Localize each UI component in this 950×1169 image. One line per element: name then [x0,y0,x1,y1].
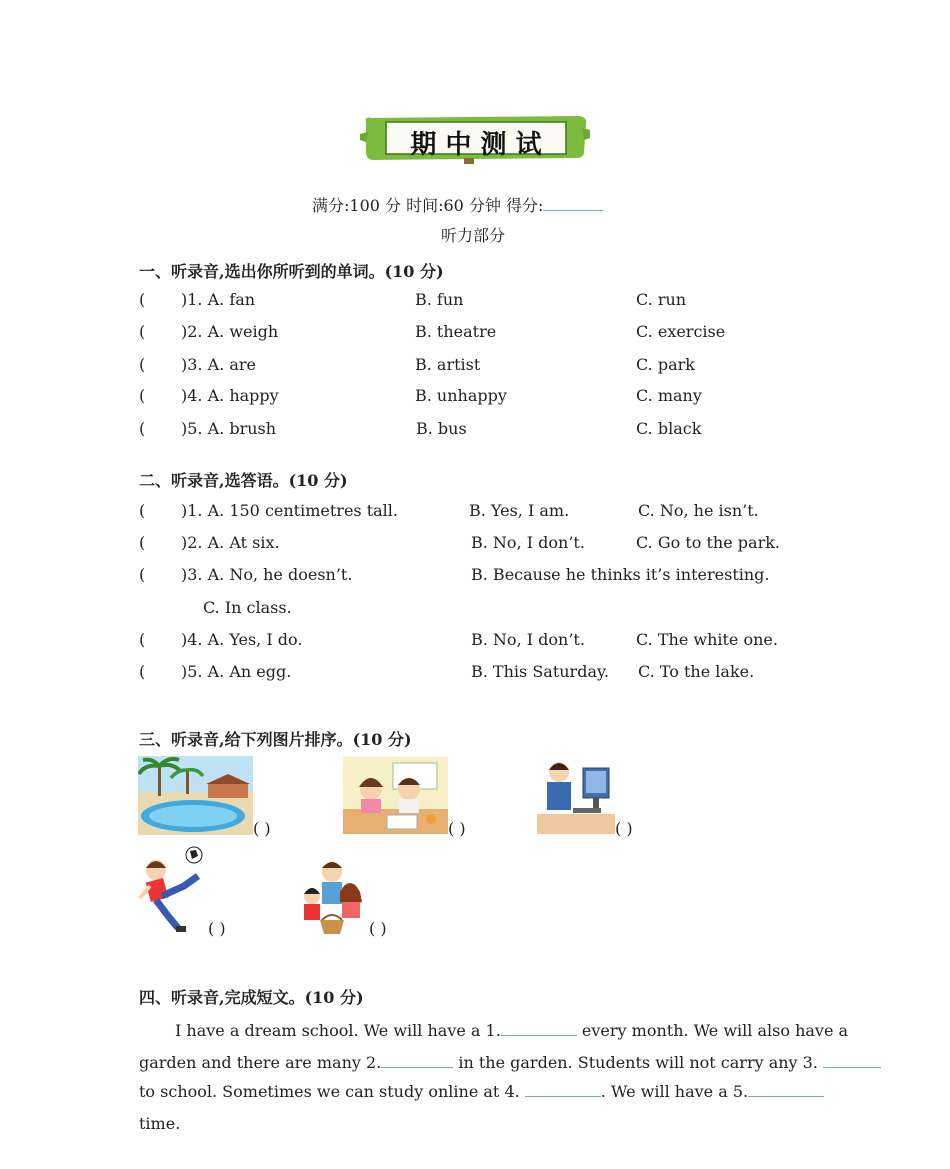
s1-q1-b: B. fun [415,290,464,309]
s1-q2-a: )2. A. weigh [181,322,279,341]
s2-q5-c: C. To the lake. [638,662,755,681]
s1-q5-a: )5. A. brush [181,419,277,438]
s1-q1-c: C. run [636,290,687,309]
passage-line4: time. [139,1114,181,1133]
s2-q4-paren: ( [139,630,146,649]
score-line [312,196,603,216]
s1-q1-a: )1. A. fan [181,290,256,309]
section4-title: 四、听录音,完成短文。(10 分) [139,988,364,1007]
s2-q2-a: )2. A. At six. [181,533,280,552]
blank-3[interactable] [823,1053,881,1068]
passage-text: . We will have a 5. [600,1082,749,1101]
s2-q5-a: )5. A. An egg. [181,662,292,681]
passage-text: I have a dream school. We will have a 1. [175,1021,501,1040]
score-label: 满分:100 分 时间:60 分钟 得分: [312,196,544,215]
s1-q5-c: C. black [636,419,702,438]
s1-q3-paren: ( [139,355,146,374]
s1-q4-c: C. many [636,386,702,405]
pic2-answer-paren[interactable]: ( ) [448,819,466,838]
s1-q4-b: B. unhappy [415,386,507,405]
s1-q5-paren: ( [139,419,146,438]
s2-q2-c: C. Go to the park. [636,533,780,552]
s2-q2-b: B. No, I don’t. [471,533,585,552]
listening-subtitle: 听力部分 [441,226,506,245]
blank-4[interactable] [525,1082,601,1097]
s2-q1-c: C. No, he isn’t. [638,501,759,520]
score-blank[interactable] [543,196,603,211]
s1-q4-paren: ( [139,386,146,405]
section3-title: 三、听录音,给下列图片排序。(10 分) [139,730,412,749]
s2-q4-c: C. The white one. [636,630,778,649]
blank-5[interactable] [748,1082,824,1097]
s1-q3-b: B. artist [415,355,481,374]
passage-text: garden and there are many 2. [139,1053,382,1072]
s2-q1-a: )1. A. 150 centimetres tall. [181,501,398,520]
pic4-answer-paren[interactable]: ( ) [208,919,226,938]
blank-1[interactable] [501,1021,577,1036]
s2-q4-b: B. No, I don’t. [471,630,585,649]
s2-q4-a: )4. A. Yes, I do. [181,630,303,649]
s2-q3-a: )3. A. No, he doesn’t. [181,565,353,584]
s2-q5-paren: ( [139,662,146,681]
s1-q3-c: C. park [636,355,695,374]
blank-2[interactable] [381,1053,453,1068]
s1-q2-paren: ( [139,322,146,341]
passage-line3 [139,1082,824,1102]
s2-q3-b: B. Because he thinks it’s interesting. [471,565,770,584]
passage-line2 [139,1053,881,1073]
s2-q5-b: B. This Saturday. [471,662,609,681]
football-boy-picture [138,846,208,936]
banner-title: 期 中 测 试 [410,130,542,160]
pic5-answer-paren[interactable]: ( ) [369,919,387,938]
s1-q4-a: )4. A. happy [181,386,279,405]
s2-q3-paren: ( [139,565,146,584]
s2-q2-paren: ( [139,533,146,552]
s1-q1-paren: ( [139,290,146,309]
s1-q5-b: B. bus [416,419,467,438]
s1-q2-b: B. theatre [415,322,497,341]
passage-text: to school. Sometimes we can study online at 4. [139,1082,525,1101]
passage-line1 [175,1021,848,1041]
passage-text: in the garden. Students will not carry any 3. [453,1053,824,1072]
s2-q1-paren: ( [139,501,146,520]
section1-title: 一、听录音,选出你所听到的单词。(10 分) [139,262,444,281]
section2-title: 二、听录音,选答语。(10 分) [139,471,348,490]
computer-boy-picture [537,758,615,834]
pic3-answer-paren[interactable]: ( ) [615,819,633,838]
s1-q3-a: )3. A. are [181,355,256,374]
kids-drawing-picture [343,757,448,834]
passage-text: every month. We will also have a [576,1021,849,1040]
s1-q2-c: C. exercise [636,322,726,341]
swimming-pool-picture [138,756,253,835]
s2-q3-c: C. In class. [203,598,292,617]
family-picnic-picture [296,858,368,936]
pic1-answer-paren[interactable]: ( ) [253,819,271,838]
s2-q1-b: B. Yes, I am. [469,501,570,520]
